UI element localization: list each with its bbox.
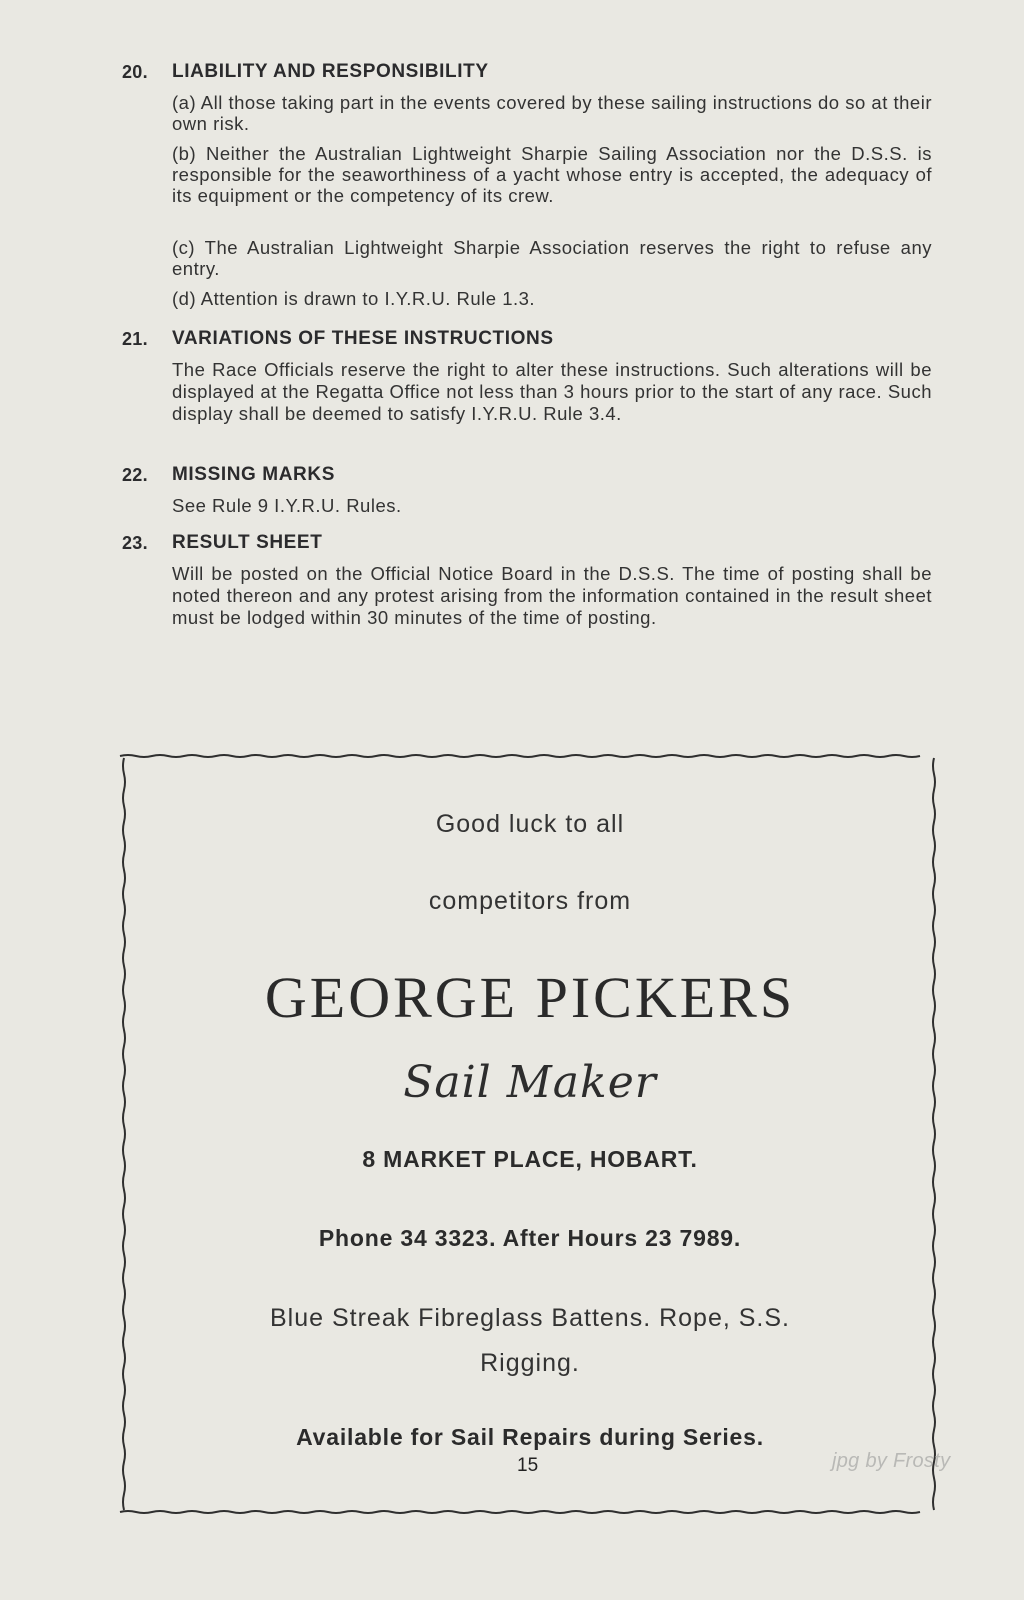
advert-greeting: Good luck to all [435,810,625,838]
clause-b: (b) Neither the Australian Lightweight Sharpie Sailing Association nor the D.S.S. is responsible for the seaworthiness of a yacht whose entry is accepted, the adequacy of its equipment or the competency of its crew. [172,143,932,206]
section-number: 22. [122,465,148,485]
advert-products: Blue Streak Fibreglass Battens. Rope, S.S. [269,1304,790,1332]
advert-address: 8 MARKET PLACE, HOBART. [362,1146,698,1172]
clause-a: (a) All those taking part in the events covered by these sailing instructions do so at their own risk. [172,92,932,134]
advert-phone: Phone 34 3323. After Hours 23 7989. [318,1225,742,1251]
section-number: 21. [122,329,148,349]
section-number: 23. [122,533,148,553]
section-heading: MISSING MARKS [172,464,335,485]
section-heading: LIABILITY AND RESPONSIBILITY [172,61,489,82]
section-body: Will be posted on the Official Notice Board in the D.S.S. The time of posting shall be noted thereon and any protest arising from the information contained in the result sheet must be lodged within 30 minutes of the time of posting. [172,563,932,628]
clause-c: (c) The Australian Lightweight Sharpie Association reserves the right to refuse any entry. [172,237,932,279]
advert-products-cont: Rigging. [480,1349,580,1377]
page-number: 15 [517,1455,539,1476]
section-body: See Rule 9 I.Y.R.U. Rules. [172,495,402,516]
section-heading: VARIATIONS OF THESE INSTRUCTIONS [172,328,554,349]
advert-greeting-2: competitors from [428,887,632,915]
advert-trade: Sail Maker [403,1057,657,1108]
scan-credit: jpg by Frosty [832,1450,951,1472]
section-number: 20. [122,62,148,82]
advert-business-name: GEORGE PICKERS [264,965,796,1030]
advert-repairs: Available for Sail Repairs during Series. [296,1424,764,1450]
clause-d: (d) Attention is drawn to I.Y.R.U. Rule 1.3. [172,288,536,309]
section-heading: RESULT SHEET [172,532,323,553]
section-body: The Race Officials reserve the right to alter these instructions. Such alterations will be displayed at the Regatta Office not less than 3 hours prior to the start of any race. Such display shall be deemed to satisfy I.Y.R.U. Rule 3.4. [172,359,932,424]
